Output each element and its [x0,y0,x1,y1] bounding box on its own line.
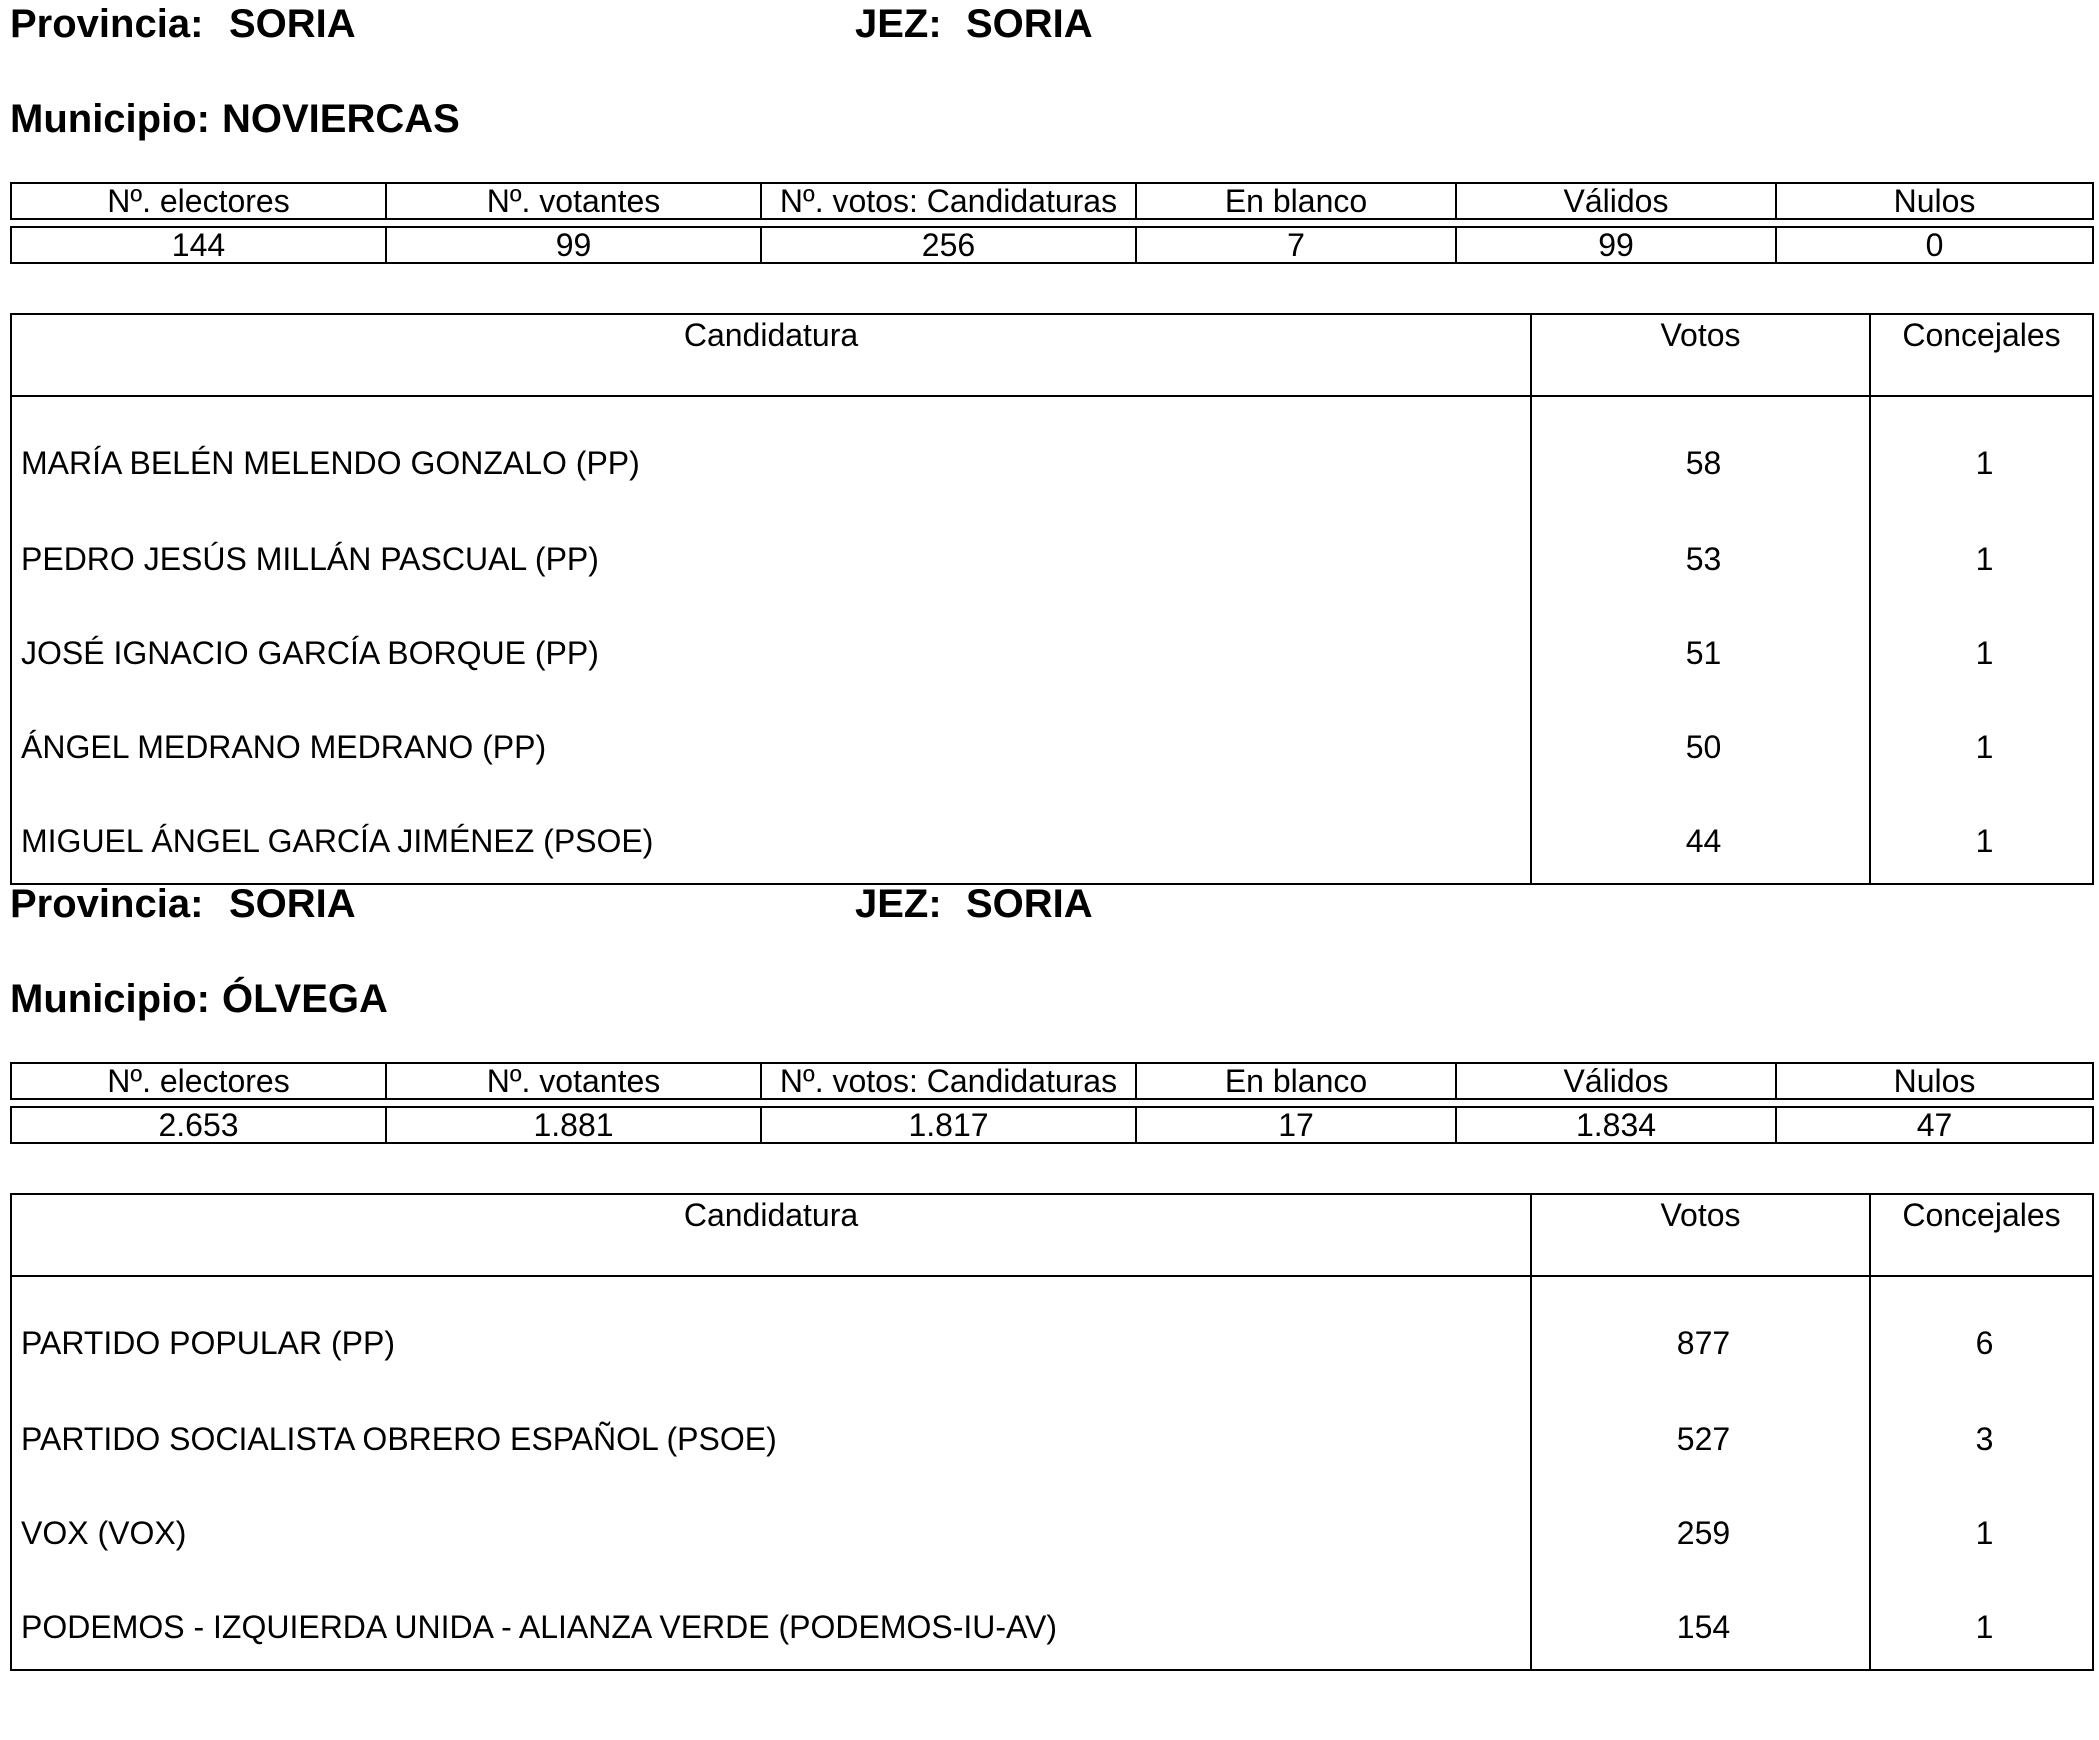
candidatura-concejales: 1 [1870,1481,2093,1575]
candidatura-name: PEDRO JESÚS MILLÁN PASCUAL (PP) [11,507,1531,601]
stats-header-nulos: Nulos [1776,1063,2093,1099]
header-concejales: Concejales [1870,1194,2093,1276]
provincia-value: SORIA [229,2,356,46]
municipio-section-noviercas [0,0,2099,860]
candidatura-votos: 154 [1531,1575,1870,1670]
header-candidatura: Candidatura [11,1194,1531,1276]
jez-value: SORIA [966,882,1093,926]
provincia-label: Provincia: [10,882,204,926]
stats-header-row [11,1063,2093,1099]
jez-label: JEZ: [855,882,942,926]
stats-validos: 99 [1456,227,1776,263]
stats-header-nulos: Nulos [1776,183,2093,219]
candidatura-row [11,1276,2093,1387]
candidatura-row [11,789,2093,884]
candidatura-name: PARTIDO SOCIALISTA OBRERO ESPAÑOL (PSOE) [11,1387,1531,1481]
header-candidatura: Candidatura [11,314,1531,396]
candidatura-votos: 877 [1531,1276,1870,1387]
stats-header-electores: Nº. electores [11,183,386,219]
stats-header-row [11,183,2093,219]
candidatura-row [11,396,2093,507]
candidatura-row [11,507,2093,601]
candidatura-concejales: 3 [1870,1387,2093,1481]
candidatura-name: PODEMOS - IZQUIERDA UNIDA - ALIANZA VERDE (PODEMOS-IU-AV) [11,1575,1531,1670]
stats-header-validos: Válidos [1456,183,1776,219]
candidatura-concejales: 1 [1870,1575,2093,1670]
stats-votantes: 99 [386,227,761,263]
stats-header-electores: Nº. electores [11,1063,386,1099]
candidatura-name: JOSÉ IGNACIO GARCÍA BORQUE (PP) [11,601,1531,695]
stats-votos-candidaturas: 1.817 [761,1107,1136,1143]
candidatura-concejales: 6 [1870,1276,2093,1387]
header-concejales: Concejales [1870,314,2093,396]
candidatura-votos: 53 [1531,507,1870,601]
jez-label: JEZ: [855,2,942,46]
candidaturas-header-row [11,314,2093,396]
candidatura-votos: 50 [1531,695,1870,789]
candidatura-name: VOX (VOX) [11,1481,1531,1575]
stats-nulos: 47 [1776,1107,2093,1143]
candidatura-votos: 527 [1531,1387,1870,1481]
stats-values-table [10,1106,2094,1144]
stats-values-row [11,1107,2093,1143]
candidatura-name: MARÍA BELÉN MELENDO GONZALO (PP) [11,396,1531,507]
provincia-label: Provincia: [10,2,204,46]
stats-electores: 2.653 [11,1107,386,1143]
candidatura-name: MIGUEL ÁNGEL GARCÍA JIMÉNEZ (PSOE) [11,789,1531,884]
candidatura-row [11,601,2093,695]
candidatura-row [11,1481,2093,1575]
stats-nulos: 0 [1776,227,2093,263]
candidatura-concejales: 1 [1870,789,2093,884]
municipio-value: ÓLVEGA [221,977,388,1021]
stats-votantes: 1.881 [386,1107,761,1143]
candidatura-name: PARTIDO POPULAR (PP) [11,1276,1531,1387]
municipio-section-olvega [0,880,2099,1740]
jez-value: SORIA [966,2,1093,46]
stats-en-blanco: 17 [1136,1107,1456,1143]
stats-votos-candidaturas: 256 [761,227,1136,263]
stats-validos: 1.834 [1456,1107,1776,1143]
stats-header-table [10,1062,2094,1100]
candidatura-row [11,1387,2093,1481]
candidaturas-table [10,1193,2094,1671]
provincia-value: SORIA [229,882,356,926]
municipio-heading [10,975,388,1023]
candidatura-concejales: 1 [1870,601,2093,695]
municipio-label: Municipio: [10,97,210,141]
candidatura-votos: 259 [1531,1481,1870,1575]
candidatura-concejales: 1 [1870,507,2093,601]
header-votos: Votos [1531,1194,1870,1276]
stats-en-blanco: 7 [1136,227,1456,263]
stats-values-row [11,227,2093,263]
stats-header-en-blanco: En blanco [1136,183,1456,219]
candidatura-name: ÁNGEL MEDRANO MEDRANO (PP) [11,695,1531,789]
stats-values-table [10,226,2094,264]
candidaturas-table [10,313,2094,885]
stats-header-votos-candidaturas: Nº. votos: Candidaturas [761,183,1136,219]
candidatura-votos: 44 [1531,789,1870,884]
municipio-heading [10,95,460,143]
stats-header-en-blanco: En blanco [1136,1063,1456,1099]
candidatura-votos: 58 [1531,396,1870,507]
stats-header-table [10,182,2094,220]
stats-header-validos: Válidos [1456,1063,1776,1099]
municipio-label: Municipio: [10,977,210,1021]
candidaturas-header-row [11,1194,2093,1276]
candidatura-concejales: 1 [1870,695,2093,789]
candidatura-concejales: 1 [1870,396,2093,507]
municipio-value: NOVIERCAS [221,97,460,141]
candidatura-row [11,1575,2093,1670]
stats-electores: 144 [11,227,386,263]
header-votos: Votos [1531,314,1870,396]
stats-header-votantes: Nº. votantes [386,1063,761,1099]
stats-header-votantes: Nº. votantes [386,183,761,219]
stats-header-votos-candidaturas: Nº. votos: Candidaturas [761,1063,1136,1099]
candidatura-row [11,695,2093,789]
candidatura-votos: 51 [1531,601,1870,695]
